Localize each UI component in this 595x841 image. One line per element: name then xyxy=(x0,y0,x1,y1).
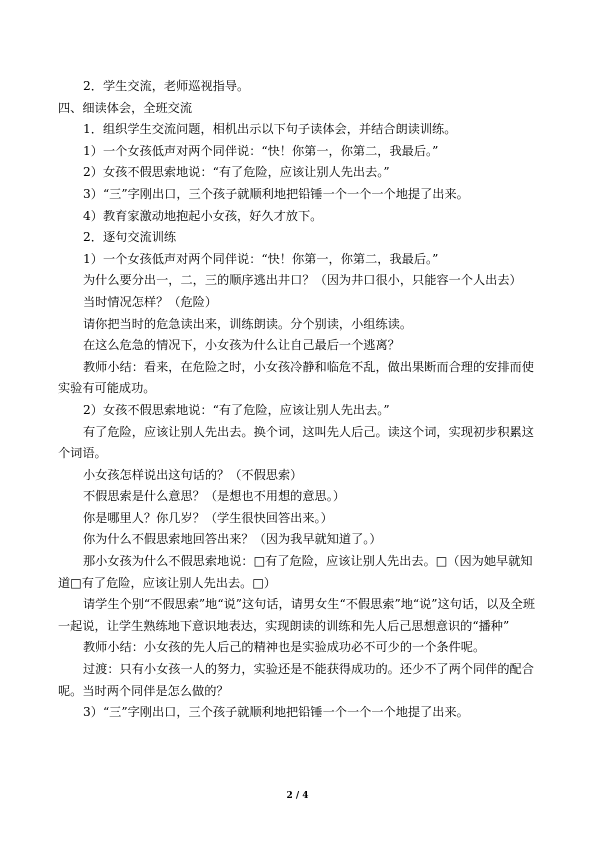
sentence-item-2-repeat: 2）女孩不假思索地说：“有了危险，应该让别人先出去。” xyxy=(83,402,390,417)
paragraph-why-girl: 那小女孩为什么不假思索地说：□有了危险，应该让别人先出去。□（因为她早就知道□有了危险，应该让别人先出去。□） xyxy=(58,554,533,590)
document-body xyxy=(58,76,543,724)
teacher-summary-2: 教师小结：小女孩的先人后己的精神也是实验成功必不可少的一个条件呢。 xyxy=(83,640,486,655)
question-hometown: 你是哪里人？你几岁？（学生很快回答出来。） xyxy=(83,510,333,525)
question-how-said: 小女孩怎样说出这句话的？（不假思索） xyxy=(83,467,303,482)
question-situation: 当时情况怎样？（危险） xyxy=(83,294,218,309)
teacher-summary-1: 教师小结：看来，在危险之时，小女孩冷静和临危不乱，做出果断而合理的安排而使实验有可能成功。 xyxy=(58,359,534,396)
section-heading-4: 四、细读体会，全班交流 xyxy=(58,100,193,115)
page-number: 2 / 4 xyxy=(286,791,309,801)
list-item-sentence-training: 2．逐句交流训练 xyxy=(83,230,177,245)
list-item-step-2: 2．学生交流，老师巡视指导。 xyxy=(83,79,250,93)
list-item-organize: 1．组织学生交流问题，相机出示以下句子读体会，并结合朗读训练。 xyxy=(83,122,457,137)
sentence-item-1: 1）一个女孩低声对两个同伴说：“快！你第一，你第二，我最后。” xyxy=(83,143,439,158)
sentence-item-4: 4）教育家激动地抱起小女孩，好久才放下。 xyxy=(83,208,323,223)
question-why-quick: 你为什么不假思索地回答出来？（因为我早就知道了。） xyxy=(83,532,382,547)
question-meaning: 不假思索是什么意思？（是想也不用想的意思。） xyxy=(83,489,346,504)
sentence-item-3-repeat: 3）“三”字刚出口，三个孩子就顺利地把铅锤一个一个一个地提了出来。 xyxy=(83,705,469,720)
sentence-item-2: 2）女孩不假思索地说：“有了危险，应该让别人先出去。” xyxy=(83,165,390,180)
paragraph-transition: 过渡：只有小女孩一人的努力，实验还是不能获得成功的。还少不了两个同伴的配合呢。当时两个同伴是怎么做的？ xyxy=(58,662,534,698)
paragraph-reading: 请你把当时的危急读出来，训练朗读。分个别读，小组练读。 xyxy=(83,316,413,331)
paragraph-practice: 请学生个别“不假思索”地“说”这句话，请男女生“不假思索”地“说”这句话，以及全班一起说，让学生熟练地下意识地表达，实现朗读的训练和先人后己思想意识的“播种” xyxy=(58,597,536,633)
sentence-item-1-repeat: 1）一个女孩低声对两个同伴说：“快！你第一，你第二，我最后。” xyxy=(83,251,439,266)
paragraph-vocabulary: 有了危险，应该让别人先出去。换个词，这叫先人后己。读这个词，实现初步积累这个词语。 xyxy=(58,424,534,461)
sentence-item-3: 3）“三”字刚出口，三个孩子就顺利地把铅锤一个一个一个地提了出来。 xyxy=(83,186,469,201)
question-order: 为什么要分出一，二，三的顺序逃出井口？（因为井口很小，只能容一个人出去） xyxy=(83,273,522,288)
question-why-last: 在这么危急的情况下，小女孩为什么让自己最后一个逃离？ xyxy=(83,338,400,353)
